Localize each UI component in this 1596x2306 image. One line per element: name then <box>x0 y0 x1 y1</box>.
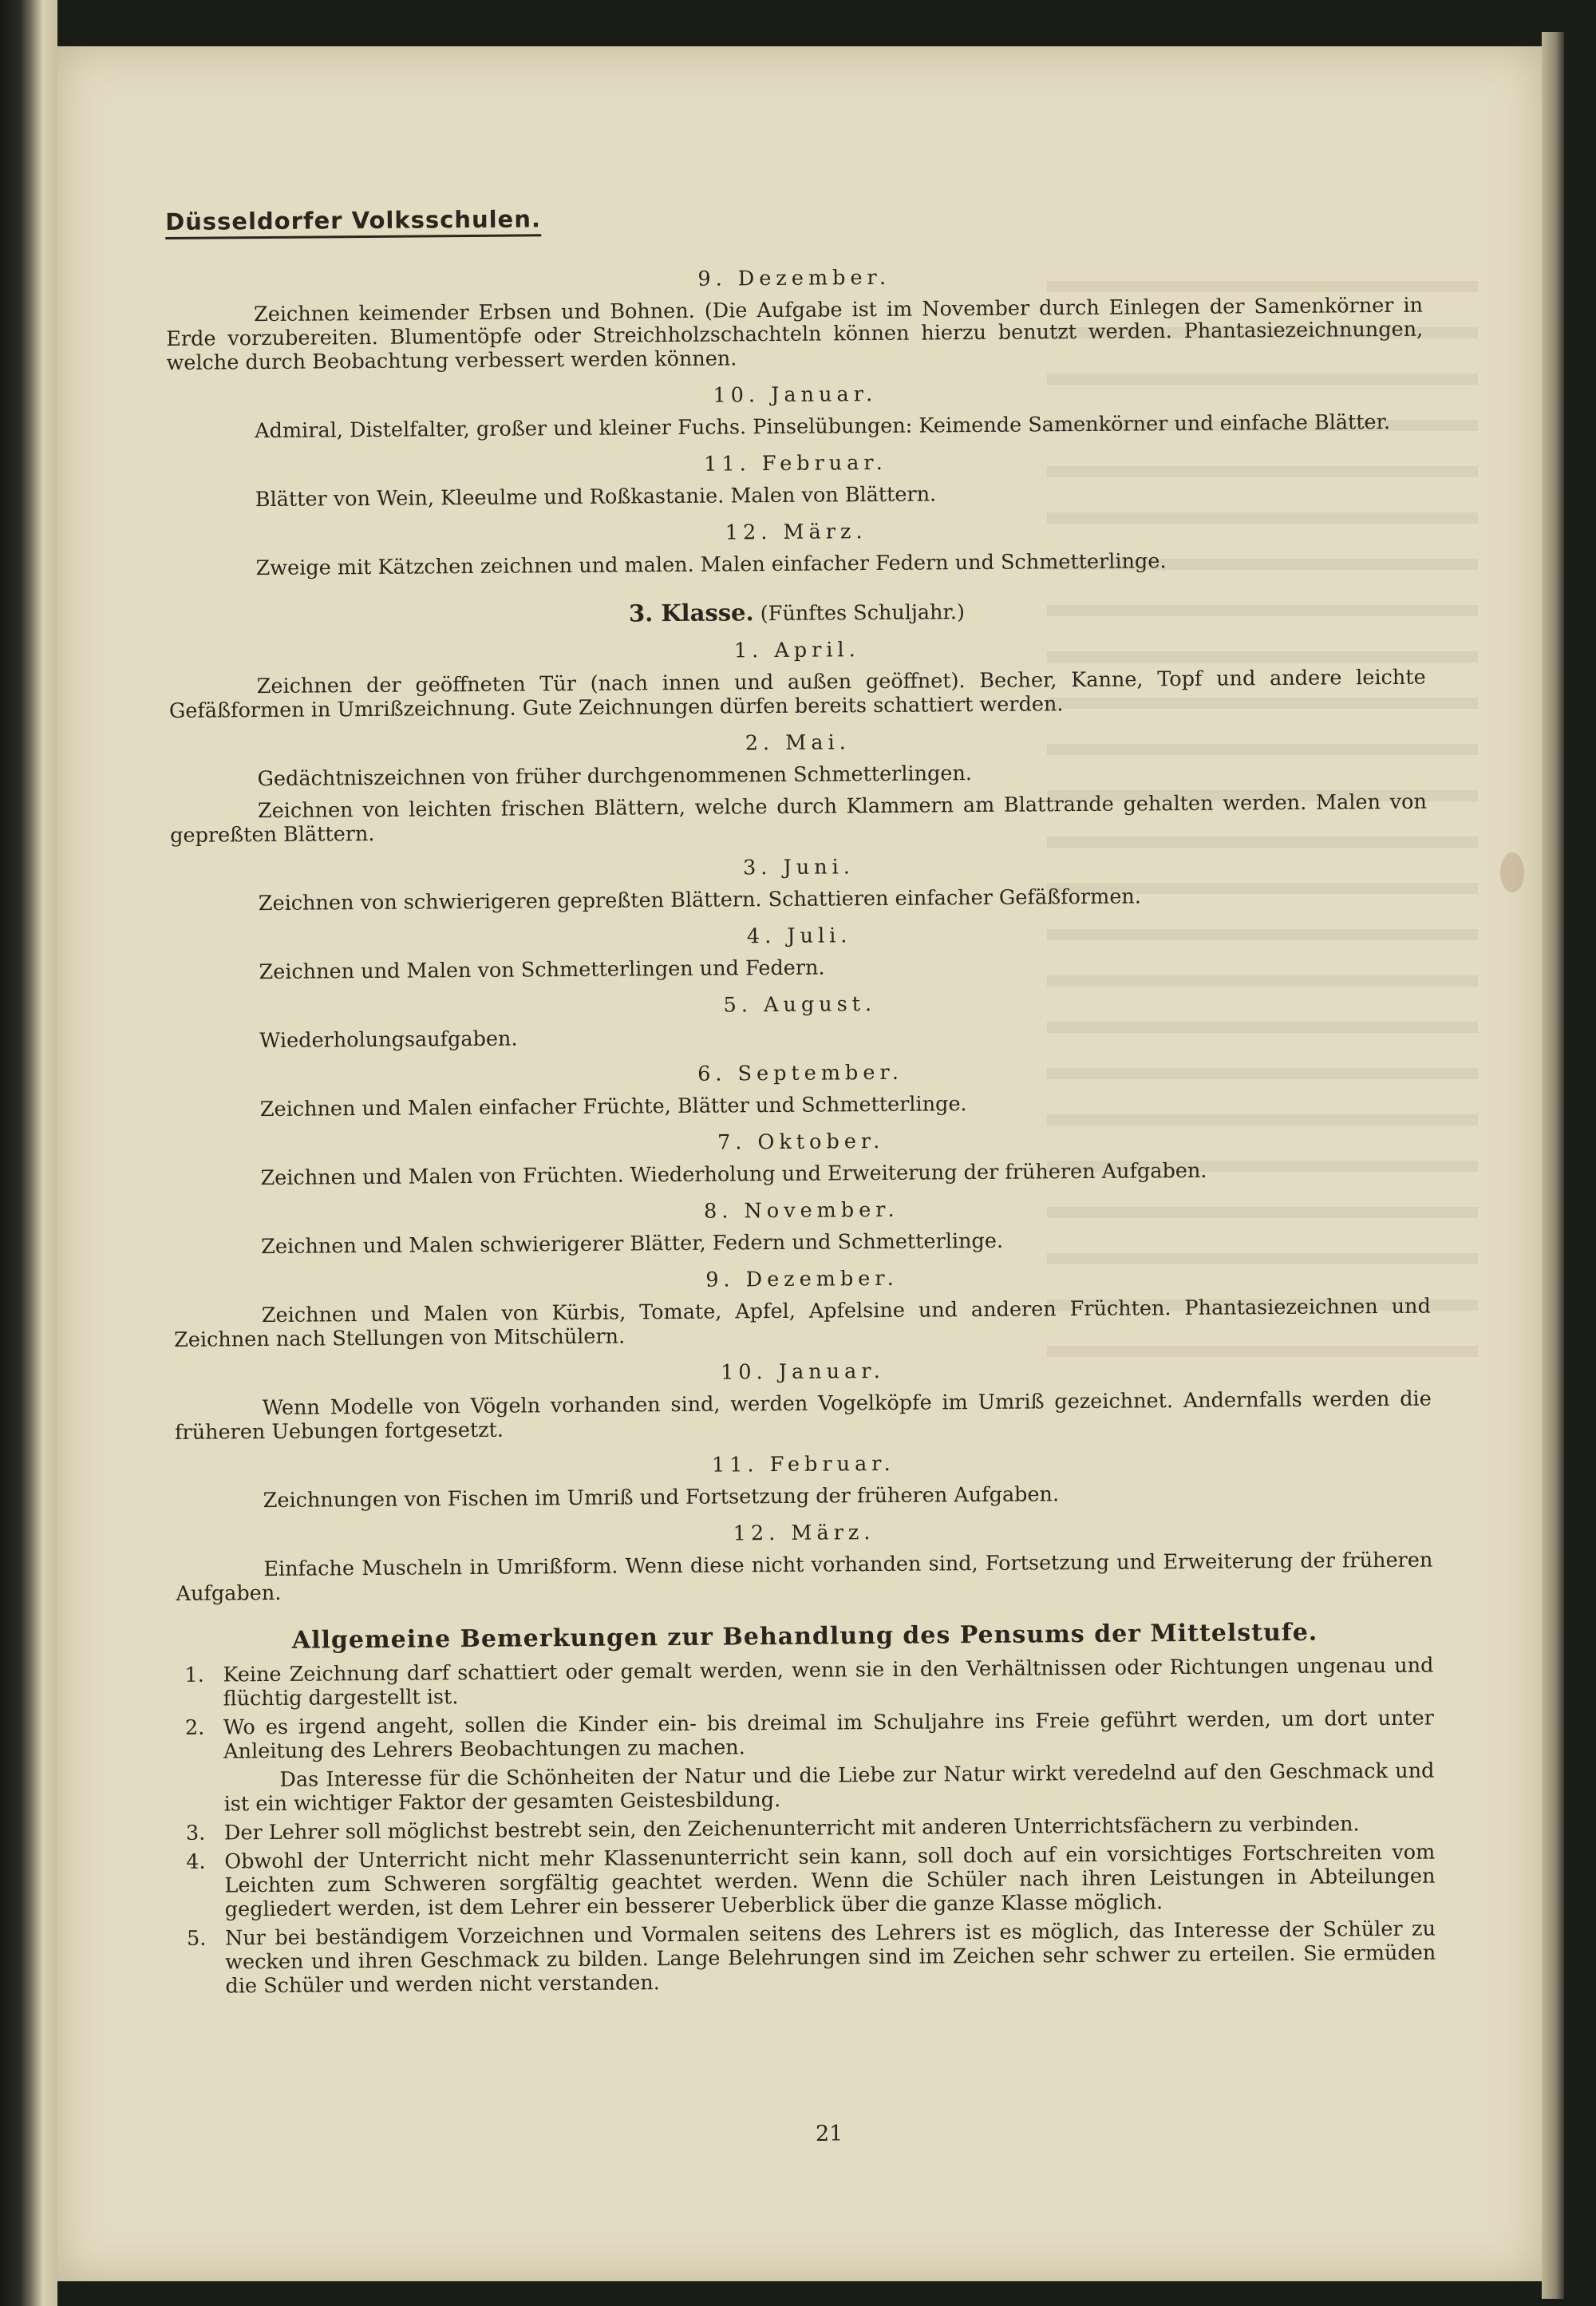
remark-number: 5. <box>186 1926 207 1951</box>
paragraph: Zeichnen und Malen einfacher Früchte, Blätter und Schmetterlinge. <box>259 1092 967 1122</box>
document-page <box>57 46 1542 2281</box>
month-section <box>172 988 1429 1054</box>
month-section <box>175 1448 1432 1513</box>
paragraph: Zeichnen und Malen von Schmetterlingen und Federn. <box>259 955 825 985</box>
month-heading: 2. Mai. <box>745 730 851 756</box>
remark-text: Wo es irgend angeht, sollen die Kinder ein- bis dreimal im Schuljahre ins Freie geführt werden, um dort unter Anleitung des Lehrers Beobachtungen zu machen. <box>223 1706 1435 1764</box>
remark-item <box>176 1654 1433 1711</box>
remark-number: 3. <box>185 1821 206 1845</box>
remark-item <box>177 1707 1434 1764</box>
remarks-list <box>176 1654 1434 1764</box>
paragraph: Wenn Modelle von Vögeln vorhanden sind, werden Vogelköpfe im Umriß gezeichnet. Andernfalls werden die früheren Uebungen fortgesetzt. <box>174 1386 1432 1445</box>
remark-continuation: Das Interesse für die Schönheiten der Natur und die Liebe zur Natur wirkt veredelnd auf den Geschmack und ist ein wichtiger Faktor der gesamten Geistesbildung. <box>223 1758 1435 1817</box>
paragraph: Zeichnungen von Fischen im Umriß und Fortsetzung der früheren Aufgaben. <box>263 1482 1060 1513</box>
month-heading: 11. Februar. <box>704 450 887 477</box>
month-section <box>173 1194 1431 1260</box>
paragraph: Zeichnen und Malen schwierigerer Blätter, Federn und Schmetterlinge. <box>261 1228 1004 1260</box>
month-section <box>173 1263 1431 1352</box>
paragraph: Zeichnen und Malen von Kürbis, Tomate, Apfel, Apfelsine und anderen Früchten. Phantasiezeichnen und Zeichnen nach Stellungen von Mitschülern. <box>174 1294 1431 1352</box>
paragraph: Blätter von Wein, Kleeulme und Roßkastanie. Malen von Blättern. <box>255 482 937 512</box>
month-section <box>168 634 1426 723</box>
month-section <box>170 851 1428 916</box>
month-section <box>167 378 1424 444</box>
paragraph: Zeichnen keimender Erbsen und Bohnen. (Die Aufgabe ist im November durch Einlegen der Samenkörner in Erde vorzubereiten. Blumentöpfe oder Streichholzschachteln können hierzu benutzt werden. Phantasiezeichnungen, welche durch Beobachtung verbessert werden können. <box>166 293 1424 375</box>
remark-item <box>178 1841 1436 1922</box>
month-section <box>172 1057 1429 1122</box>
remark-number: 4. <box>186 1849 206 1874</box>
month-heading: 12. März. <box>733 1521 875 1546</box>
remark-item <box>179 1917 1436 1999</box>
paragraph: Zweige mit Kätzchen zeichnen und malen. Malen einfacher Federn und Schmetterlinge. <box>255 549 1167 581</box>
paragraph: Admiral, Distelfalter, großer und kleiner Fuchs. Pinselübungen: Keimende Samenkörner und einfache Blätter. <box>255 409 1391 444</box>
month-heading: 9. Dezember. <box>705 1266 899 1292</box>
paragraph: Zeichnen der geöffneten Tür (nach innen und außen geöffnet). Becher, Kanne, Topf und andere leichte Gefäßformen in Umrißzeichnung. Gute Zeichnungen dürfen bereits schattiert werden. <box>168 665 1426 723</box>
month-section <box>174 1355 1432 1445</box>
paragraph: Wiederholungsaufgaben. <box>259 1026 518 1054</box>
page-content <box>165 200 1436 2003</box>
month-section <box>169 726 1427 848</box>
month-heading: 4. Juli. <box>746 924 852 949</box>
month-heading: 10. Januar. <box>713 382 878 408</box>
paragraph: Zeichnen von leichten frischen Blättern, welche durch Klammern am Blattrande gehalten werden. Malen von gepreßten Blättern. <box>170 789 1427 848</box>
paragraph: Gedächtniszeichnen von früher durchgenommenen Schmetterlingen. <box>257 761 973 792</box>
class-heading <box>168 595 1425 631</box>
month-heading: 8. November. <box>703 1197 899 1224</box>
remark-text: Obwohl der Unterricht nicht mehr Klassenunterricht sein kann, soll doch auf ein vorsichtiges Fortschreiten vom Leichten zum Schweren sorgfältig geachtet werden. Wenn die Schüler nach ihren Leistungen in Abteilungen gegliedert werden, ist dem Lehrer ein besserer Ueberblick über die ganze Klasse möglich. <box>224 1840 1436 1922</box>
remark-item <box>178 1812 1435 1845</box>
class-title: 3. Klasse. <box>628 599 754 627</box>
month-heading: 7. Oktober. <box>717 1129 885 1155</box>
month-heading: 10. Januar. <box>721 1359 885 1385</box>
remark-text: Der Lehrer soll möglichst bestrebt sein, den Zeichenunterricht mit anderen Unterrichtsfächern zu verbinden. <box>223 1812 1360 1845</box>
paragraph: Zeichnen von schwierigeren gepreßten Blättern. Schattieren einfacher Gefäßformen. <box>258 884 1142 916</box>
remark-number: 2. <box>184 1715 205 1740</box>
month-section <box>166 262 1424 375</box>
book-binding <box>0 0 57 2306</box>
running-header: Düsseldorfer Volksschulen. <box>165 207 541 239</box>
remark-number: 1. <box>184 1663 204 1687</box>
remarks-list <box>178 1812 1436 1999</box>
class-subtitle: (Fünftes Schuljahr.) <box>760 600 966 627</box>
month-heading: 9. Dezember. <box>697 265 891 291</box>
month-section <box>168 516 1425 581</box>
stain <box>1500 852 1524 892</box>
page-edge <box>1542 32 1564 2299</box>
month-section <box>171 920 1428 985</box>
month-heading: 5. August. <box>723 992 877 1018</box>
paragraph: Einfache Muscheln in Umrißform. Wenn diese nicht vorhanden sind, Fortsetzung und Erweiterung der früheren Aufgaben. <box>176 1548 1433 1606</box>
page-number: 21 <box>816 2122 843 2146</box>
paragraph: Zeichnen und Malen von Früchten. Wiederholung und Erweiterung der früheren Aufgaben. <box>260 1158 1207 1191</box>
month-heading: 1. April. <box>733 638 860 663</box>
remark-text: Nur bei beständigem Vorzeichnen und Vormalen seitens des Lehrers ist es möglich, das Interesse der Schüler zu wecken und ihren Geschmack zu bilden. Lange Belehrungen sind im Zeichen sehr schwer zu erteilen. Sie ermüden die Schüler und werden nicht verstanden. <box>224 1916 1436 1999</box>
month-heading: 6. September. <box>697 1060 904 1086</box>
month-heading: 11. Februar. <box>711 1451 895 1477</box>
month-section <box>176 1517 1433 1606</box>
month-heading: 3. Juni. <box>742 855 855 880</box>
month-section <box>167 447 1424 512</box>
remarks-title: Allgemeine Bemerkungen zur Behandlung des Pensums der Mittelstufe. <box>291 1618 1318 1655</box>
month-section <box>172 1125 1430 1191</box>
remark-text: Keine Zeichnung darf schattiert oder gemalt werden, wenn sie in den Verhältnissen oder Richtungen ungenau und flüchtig dargestellt ist. <box>223 1653 1434 1711</box>
month-heading: 12. März. <box>725 520 867 545</box>
